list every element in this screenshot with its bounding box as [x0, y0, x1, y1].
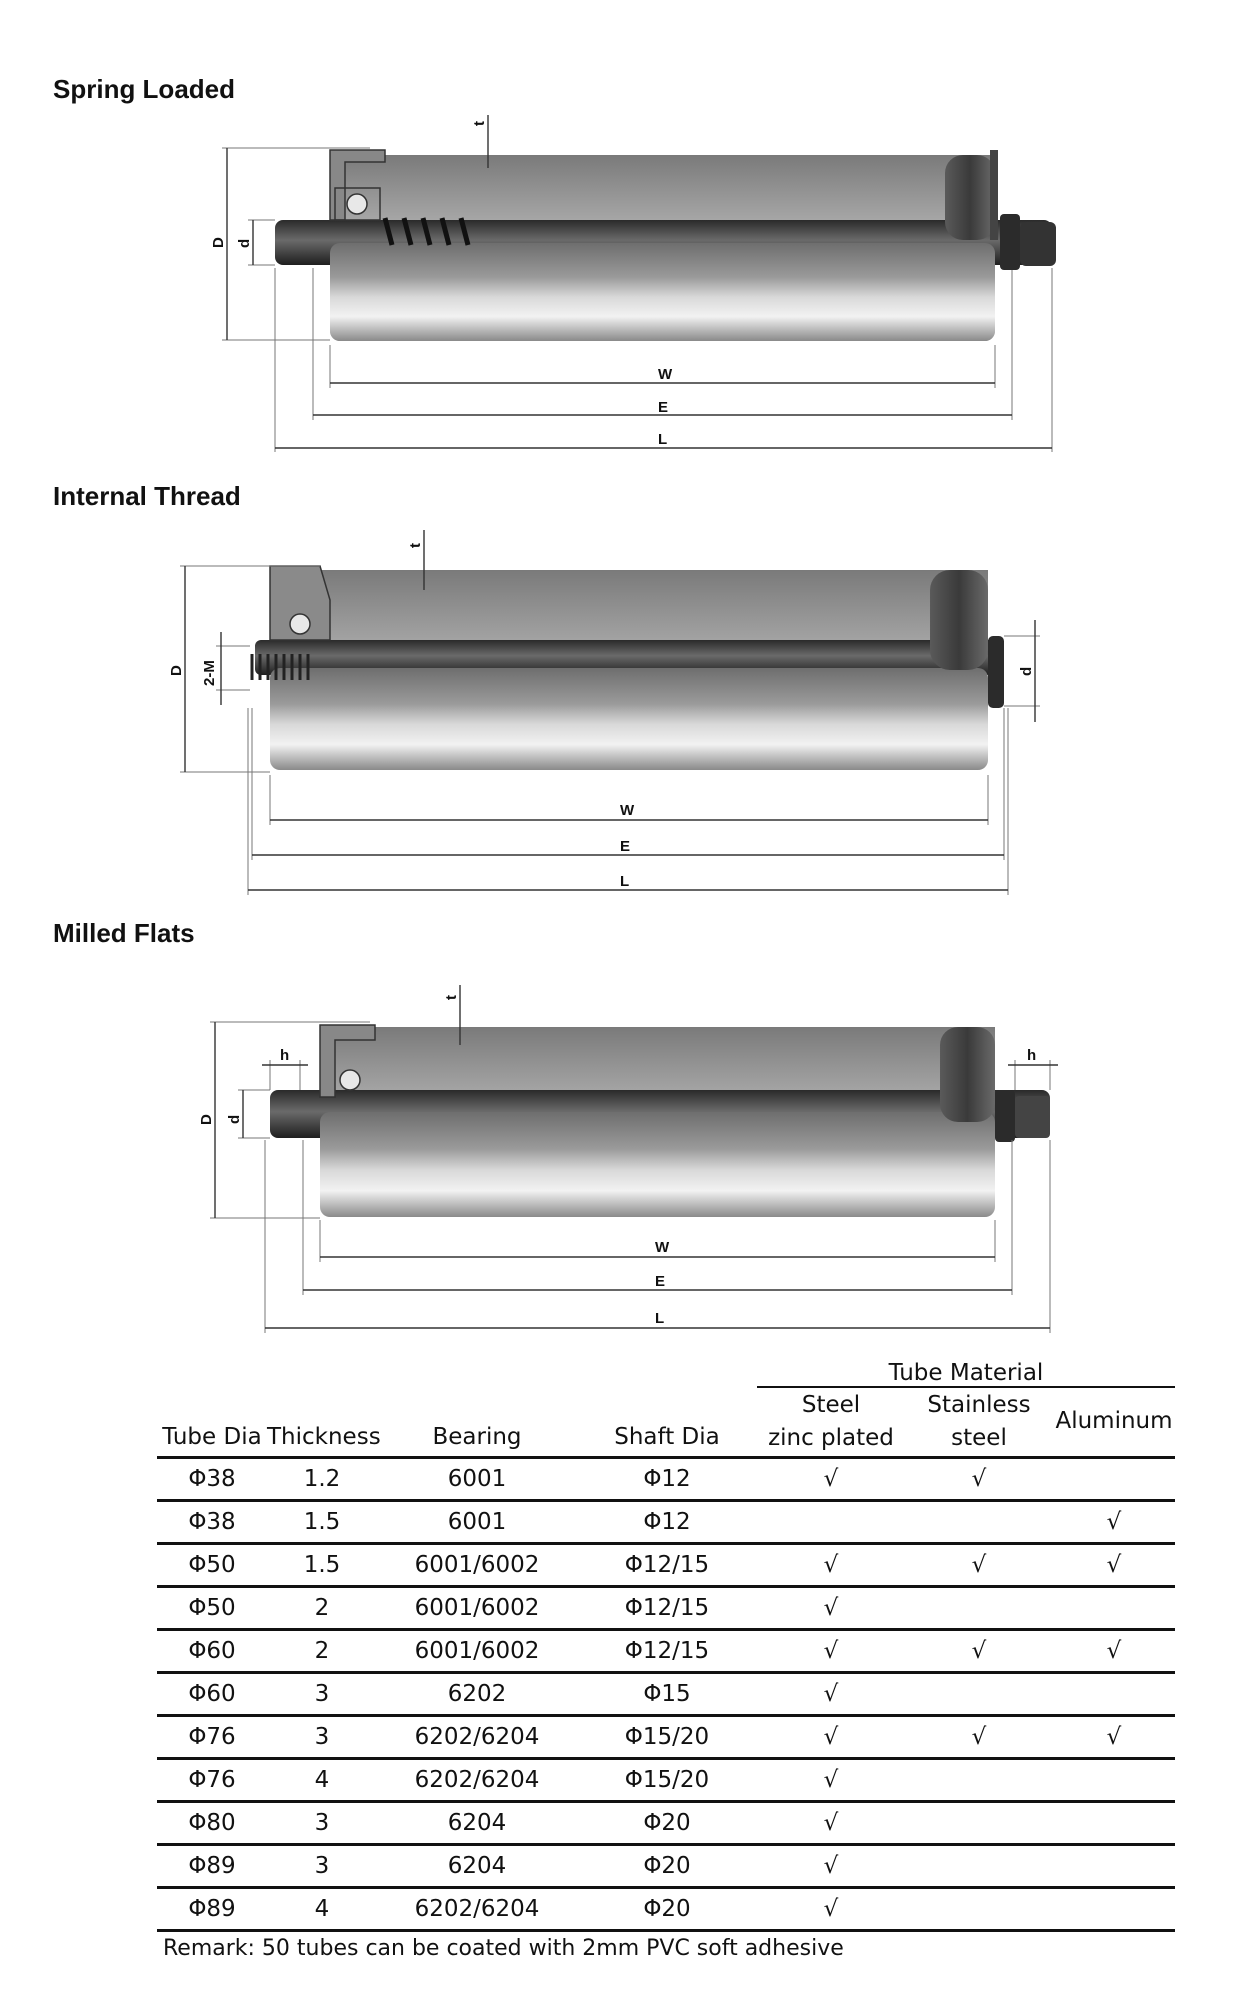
table-cell: 3	[267, 1716, 377, 1759]
table-cell	[905, 1587, 1053, 1630]
table-cell: 6202/6204	[377, 1716, 577, 1759]
table-cell: Φ76	[157, 1716, 267, 1759]
right-end-cap	[945, 155, 995, 240]
internal-thread-roller-drawing	[0, 520, 1238, 900]
dim-L: L	[620, 873, 630, 890]
table-cell: 3	[267, 1845, 377, 1888]
table-cell: 6001/6002	[377, 1587, 577, 1630]
dim-t: t	[443, 995, 460, 1000]
table-cell: Φ60	[157, 1673, 267, 1716]
table-cell: √	[757, 1458, 905, 1501]
header-bearing: Bearing	[432, 1424, 522, 1450]
table-cell: √	[757, 1802, 905, 1845]
spec-table	[157, 1340, 1175, 1932]
table-cell: √	[1053, 1716, 1175, 1759]
table-cell: √	[905, 1544, 1053, 1587]
table-cell: √	[757, 1716, 905, 1759]
table-cell	[905, 1759, 1053, 1802]
table-row	[157, 1630, 1175, 1673]
dim-E: E	[658, 399, 669, 416]
table-cell: 6001	[377, 1501, 577, 1544]
table-cell: √	[757, 1845, 905, 1888]
table-row	[157, 1673, 1175, 1716]
dim-2M: 2-M	[201, 660, 218, 686]
dim-h-left: h	[280, 1047, 290, 1064]
dim-W: W	[658, 366, 673, 383]
dim-d: d	[236, 238, 253, 248]
table-cell	[1053, 1458, 1175, 1501]
table-cell	[1053, 1759, 1175, 1802]
table-cell: Φ20	[577, 1888, 757, 1931]
table-row	[157, 1587, 1175, 1630]
section-title-milled-flats: Milled Flats	[53, 918, 195, 948]
table-cell: Φ89	[157, 1888, 267, 1931]
spring-loaded-roller-drawing	[0, 100, 1238, 460]
dim-D: D	[210, 237, 227, 248]
table-cell: √	[905, 1630, 1053, 1673]
dim-W: W	[655, 1239, 670, 1256]
table-cell: Φ15/20	[577, 1716, 757, 1759]
remark-text: Remark: 50 tubes can be coated with 2mm PVC soft adhesive	[163, 1936, 844, 1961]
table-cell	[1053, 1673, 1175, 1716]
table-cell	[757, 1501, 905, 1544]
table-cell: Φ20	[577, 1802, 757, 1845]
table-cell	[905, 1673, 1053, 1716]
table-cell	[1053, 1845, 1175, 1888]
table-cell: √	[905, 1458, 1053, 1501]
table-cell: 2	[267, 1587, 377, 1630]
table-cell	[1053, 1888, 1175, 1931]
milled-flats-roller-drawing	[0, 975, 1238, 1345]
dim-E: E	[655, 1273, 666, 1290]
table-cell: Φ38	[157, 1501, 267, 1544]
table-cell: 1.5	[267, 1544, 377, 1587]
table-cell: Φ50	[157, 1587, 267, 1630]
table-cell: Φ20	[577, 1845, 757, 1888]
table-cell: 2	[267, 1630, 377, 1673]
table-cell: Φ76	[157, 1759, 267, 1802]
table-row	[157, 1501, 1175, 1544]
table-cell: 1.2	[267, 1458, 377, 1501]
tube-front	[270, 668, 988, 770]
table-cell: 1.5	[267, 1501, 377, 1544]
dim-t: t	[471, 121, 488, 126]
table-cell: Φ60	[157, 1630, 267, 1673]
table-cell: √	[757, 1759, 905, 1802]
header-tube-dia: Tube Dia	[162, 1424, 262, 1450]
table-cell	[1053, 1587, 1175, 1630]
tube-front	[330, 243, 995, 341]
table-cell: Φ15	[577, 1673, 757, 1716]
table-cell: 6204	[377, 1845, 577, 1888]
table-cell: Φ12/15	[577, 1587, 757, 1630]
dim-W: W	[620, 802, 635, 819]
table-cell: √	[757, 1587, 905, 1630]
section-title-internal-thread: Internal Thread	[53, 481, 241, 511]
dim-D: D	[198, 1114, 215, 1125]
table-row	[157, 1888, 1175, 1931]
header-shaft-dia: Shaft Dia	[614, 1424, 720, 1450]
table-cell	[1053, 1802, 1175, 1845]
table-cell: 6202/6204	[377, 1759, 577, 1802]
table-cell: Φ12	[577, 1458, 757, 1501]
table-cell: Φ80	[157, 1802, 267, 1845]
table-row	[157, 1544, 1175, 1587]
table-cell: √	[1053, 1501, 1175, 1544]
table-cell: Φ12/15	[577, 1630, 757, 1673]
dim-E: E	[620, 838, 631, 855]
table-cell	[905, 1802, 1053, 1845]
table-cell: Φ50	[157, 1544, 267, 1587]
dim-h-right: h	[1027, 1047, 1037, 1064]
table-cell: 3	[267, 1802, 377, 1845]
table-cell	[905, 1888, 1053, 1931]
dim-d: d	[1018, 666, 1035, 676]
table-cell: 6202	[377, 1673, 577, 1716]
header-steel-zinc: Steel zinc plated	[757, 1387, 905, 1458]
dim-L: L	[655, 1310, 665, 1327]
header-tube-material: Tube Material	[757, 1340, 1175, 1387]
section-title-spring-loaded: Spring Loaded	[53, 74, 235, 104]
table-cell: Φ12	[577, 1501, 757, 1544]
table-row	[157, 1845, 1175, 1888]
header-thickness: Thickness	[267, 1424, 381, 1450]
table-cell: 4	[267, 1759, 377, 1802]
table-cell: √	[757, 1544, 905, 1587]
header-stainless: Stainless steel	[905, 1387, 1053, 1458]
table-cell	[905, 1501, 1053, 1544]
table-cell: √	[757, 1630, 905, 1673]
header-aluminum: Aluminum	[1053, 1387, 1175, 1458]
table-cell: Φ89	[157, 1845, 267, 1888]
dim-L: L	[658, 431, 668, 448]
table-row	[157, 1458, 1175, 1501]
table-cell: Φ38	[157, 1458, 267, 1501]
table-cell: 6202/6204	[377, 1888, 577, 1931]
table-cell: Φ15/20	[577, 1759, 757, 1802]
table-cell: 6001	[377, 1458, 577, 1501]
table-row	[157, 1802, 1175, 1845]
table-cell: Φ12/15	[577, 1544, 757, 1587]
table-cell: 6204	[377, 1802, 577, 1845]
dim-D: D	[168, 665, 185, 676]
table-cell: 6001/6002	[377, 1544, 577, 1587]
tube-front	[320, 1112, 995, 1217]
table-cell: √	[905, 1716, 1053, 1759]
table-cell: 6001/6002	[377, 1630, 577, 1673]
table-cell: 3	[267, 1673, 377, 1716]
dim-d: d	[226, 1114, 243, 1124]
dim-t: t	[407, 543, 424, 548]
tube-top	[330, 155, 995, 223]
table-cell: √	[1053, 1630, 1175, 1673]
table-row	[157, 1716, 1175, 1759]
table-cell: √	[757, 1888, 905, 1931]
table-cell: √	[1053, 1544, 1175, 1587]
table-cell: 4	[267, 1888, 377, 1931]
table-cell	[905, 1845, 1053, 1888]
table-row	[157, 1759, 1175, 1802]
table-cell: √	[757, 1673, 905, 1716]
